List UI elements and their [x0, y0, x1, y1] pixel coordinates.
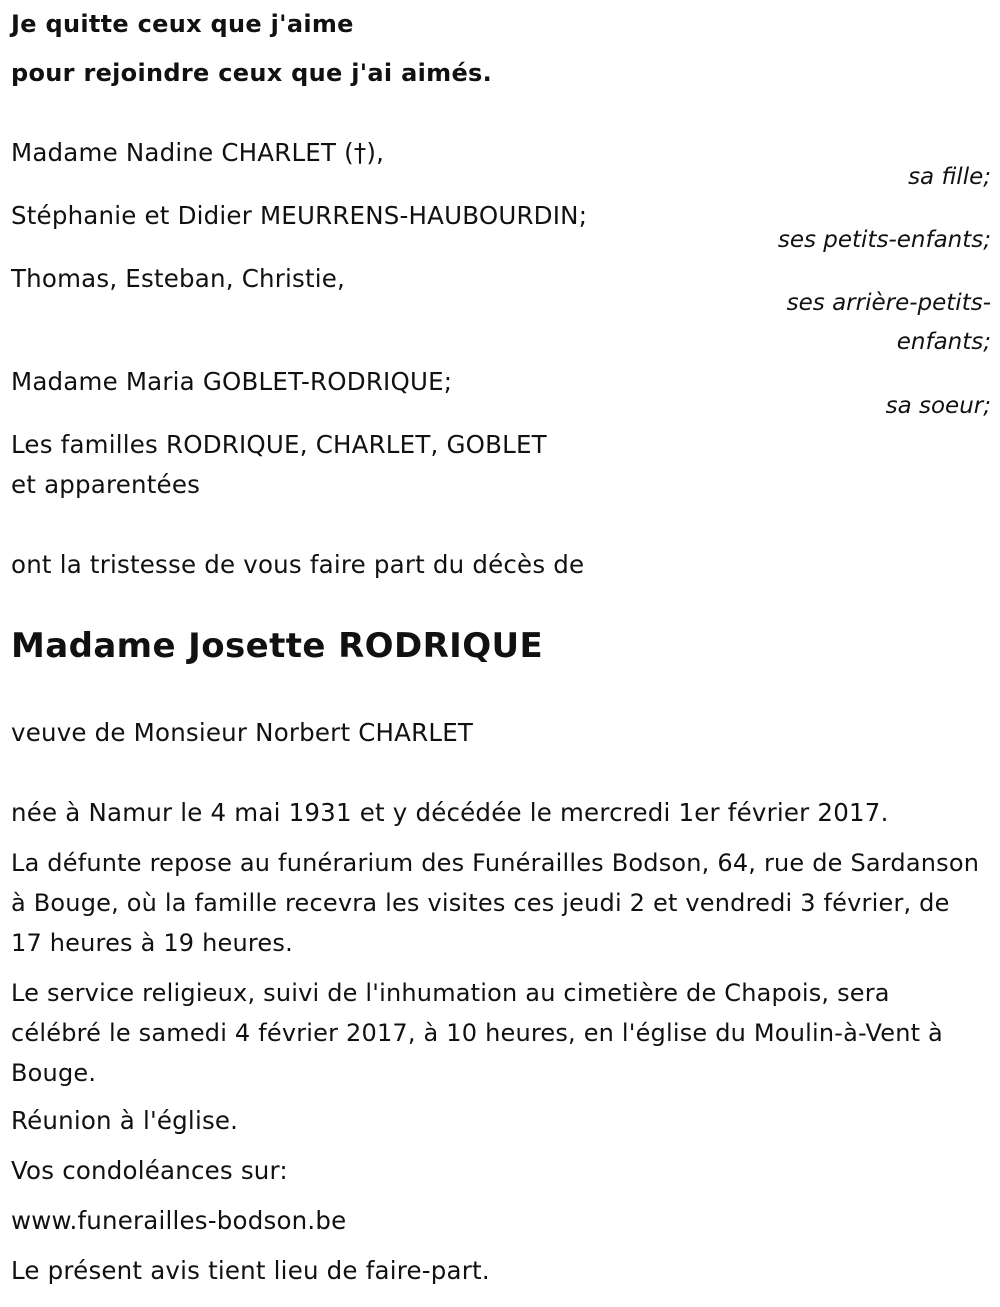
spouse-text: veuve de Monsieur Norbert CHARLET	[11, 718, 474, 747]
family-member-name: et apparentées	[11, 470, 201, 499]
service-paragraph: Le service religieux, suivi de l'inhumation au cimetière de Chapois, sera célébré le samedi 4 février 2017, à 10 heures, en l'église du Moulin-à-Vent à Bouge.	[11, 979, 943, 1087]
website-link[interactable]: www.funerailles-bodson.be	[11, 1206, 347, 1235]
epigraph-line-2: pour rejoindre ceux que j'ai aimés.	[11, 59, 493, 87]
funerarium-paragraph: La défunte repose au funérarium des Funérailles Bodson, 64, rue de Sardanson à Bouge, où la famille recevra les visites ces jeudi 2 et vendredi 3 février, de 17 heures à 19 heures.	[11, 849, 980, 957]
deceased-name: Madame Josette RODRIQUE	[11, 626, 544, 666]
family-member-name: Les familles RODRIQUE, CHARLET, GOBLET	[11, 430, 547, 459]
epigraph-line-1: Je quitte ceux que j'aime	[11, 10, 354, 38]
notice-text: Le présent avis tient lieu de faire-part.	[11, 1256, 490, 1285]
birth-death-text: née à Namur le 4 mai 1931 et y décédée le mercredi 1er février 2017.	[11, 798, 889, 827]
family-member-name: Madame Maria GOBLET-RODRIQUE;	[11, 367, 453, 396]
family-member-relation: ses petits-enfants;	[777, 227, 991, 253]
family-member-relation: ses arrière-petits-	[786, 290, 991, 316]
announcement-text: ont la tristesse de vous faire part du décès de	[11, 550, 585, 579]
family-member-relation: sa fille;	[908, 164, 991, 190]
condolences-label: Vos condoléances sur:	[11, 1156, 288, 1185]
family-member-name: Madame Nadine CHARLET (†),	[11, 138, 385, 167]
family-member-relation: enfants;	[896, 329, 991, 355]
family-member-relation: sa soeur;	[885, 393, 991, 419]
family-member-name: Stéphanie et Didier MEURRENS-HAUBOURDIN;	[11, 201, 588, 230]
family-member-name: Thomas, Esteban, Christie,	[11, 264, 346, 293]
meeting-text: Réunion à l'église.	[11, 1106, 239, 1135]
